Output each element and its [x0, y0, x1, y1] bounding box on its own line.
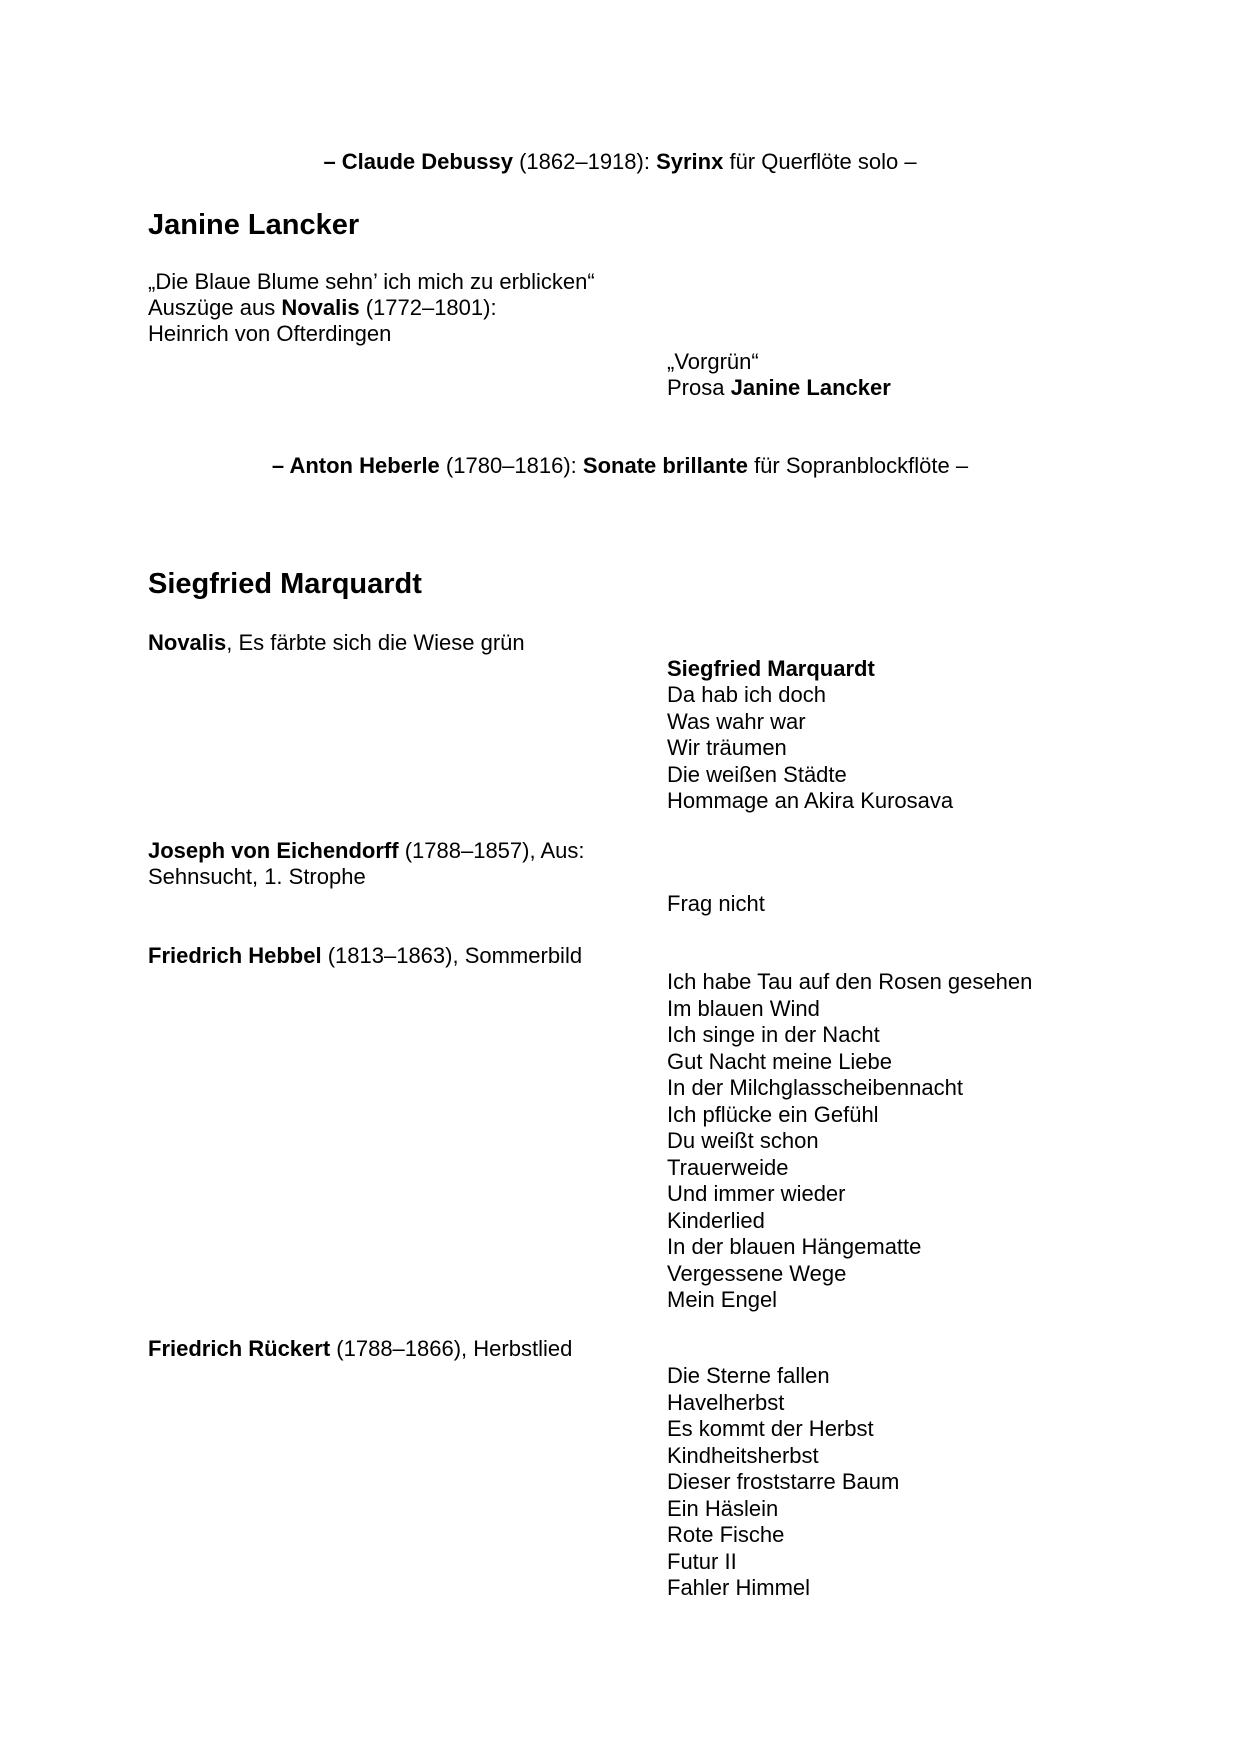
eichendorff-source-line2: Sehnsucht, 1. Strophe [148, 864, 366, 889]
poem-title: Ein Häslein [667, 1495, 779, 1521]
composer-name: Anton Heberle [289, 453, 440, 478]
novalis-source [148, 630, 525, 656]
section-heading-marquardt: Siegfried Marquardt [148, 568, 422, 600]
eichendorff-source [148, 838, 585, 864]
source-author: Joseph von Eichendorff [148, 838, 399, 863]
poem-title: Kindheitsherbst [667, 1442, 819, 1468]
composer-years: (1780–1816): [439, 453, 583, 478]
poem-title: In der blauen Hängematte [667, 1234, 922, 1259]
poem-title: In der Milchglasscheibennacht [667, 1075, 963, 1100]
poem-list-4 [667, 1363, 899, 1602]
interlude-heberle [0, 453, 1240, 479]
source-author: Novalis [148, 630, 227, 655]
dash-open: – [271, 453, 290, 478]
poem-title: Wir träumen [667, 735, 787, 760]
excerpt-work: Heinrich von Ofterdingen [148, 321, 392, 346]
poem-title: Trauerweide [667, 1154, 789, 1180]
poem-title: Frag nicht [667, 891, 765, 916]
source-title: (1788–1857), Aus: [398, 838, 585, 863]
poem-title: Und immer wieder [667, 1181, 846, 1206]
excerpt-prefix: Auszüge aus [148, 295, 282, 320]
poem-title: Rote Fische [667, 1522, 785, 1547]
hebbel-source [148, 943, 582, 969]
section-heading-lancker: Janine Lancker [148, 209, 360, 241]
source-title: (1813–1863), Sommerbild [321, 943, 583, 968]
poem-title: Vergessene Wege [667, 1260, 847, 1286]
rueckert-source [148, 1336, 572, 1362]
quote-line: „Die Blaue Blume sehn’ ich mich zu erblicken“ [148, 269, 595, 294]
poem-title: Futur II [667, 1548, 737, 1574]
work-instrument: für Querflöte solo – [723, 149, 917, 174]
poem-title: Ich habe Tau auf den Rosen gesehen [667, 969, 1033, 994]
poem-list-2 [667, 891, 765, 918]
composer-name: Claude Debussy [341, 149, 513, 174]
source-title: , Es färbte sich die Wiese grün [226, 630, 525, 655]
poem-title: Ich singe in der Nacht [667, 1022, 880, 1047]
poem-title: Die Sterne fallen [667, 1363, 830, 1388]
poem-title: Im blauen Wind [667, 995, 820, 1021]
prose-title: „Vorgrün“ [667, 349, 759, 374]
author-header [667, 656, 875, 682]
work-instrument: für Sopranblockflöte – [747, 453, 969, 478]
source-title: (1788–1866), Herbstlied [330, 1336, 573, 1361]
excerpt-author: Novalis [281, 295, 360, 320]
poem-title: Kinderlied [667, 1207, 765, 1233]
author-header-text: Siegfried Marquardt [667, 656, 875, 681]
prose-prefix: Prosa [667, 375, 731, 400]
poem-title: Die weißen Städte [667, 761, 847, 787]
source-author: Friedrich Rückert [148, 1336, 331, 1361]
poem-list-3 [667, 969, 1032, 1314]
excerpt-line [148, 295, 497, 321]
poem-title: Es kommt der Herbst [667, 1416, 874, 1441]
work-title: Syrinx [656, 149, 724, 174]
poem-title: Mein Engel [667, 1287, 778, 1312]
poem-title: Da hab ich doch [667, 682, 826, 707]
poem-title: Havelherbst [667, 1389, 785, 1415]
poem-title: Fahler Himmel [667, 1575, 811, 1600]
composer-years: (1862–1918): [512, 149, 657, 174]
work-title: Sonate brillante [582, 453, 748, 478]
source-author: Friedrich Hebbel [148, 943, 322, 968]
poem-title: Ich pflücke ein Gefühl [667, 1101, 879, 1127]
poem-list-1 [667, 682, 953, 815]
poem-title: Dieser froststarre Baum [667, 1469, 900, 1494]
poem-title: Gut Nacht meine Liebe [667, 1048, 893, 1074]
prose-credit [667, 375, 891, 401]
dash-open: – [323, 149, 342, 174]
interlude-debussy [0, 149, 1240, 175]
prose-author: Janine Lancker [730, 375, 891, 400]
poem-title: Was wahr war [667, 708, 806, 734]
poem-title: Du weißt schon [667, 1128, 819, 1153]
poem-title: Hommage an Akira Kurosava [667, 788, 954, 813]
excerpt-years: (1772–1801): [359, 295, 497, 320]
